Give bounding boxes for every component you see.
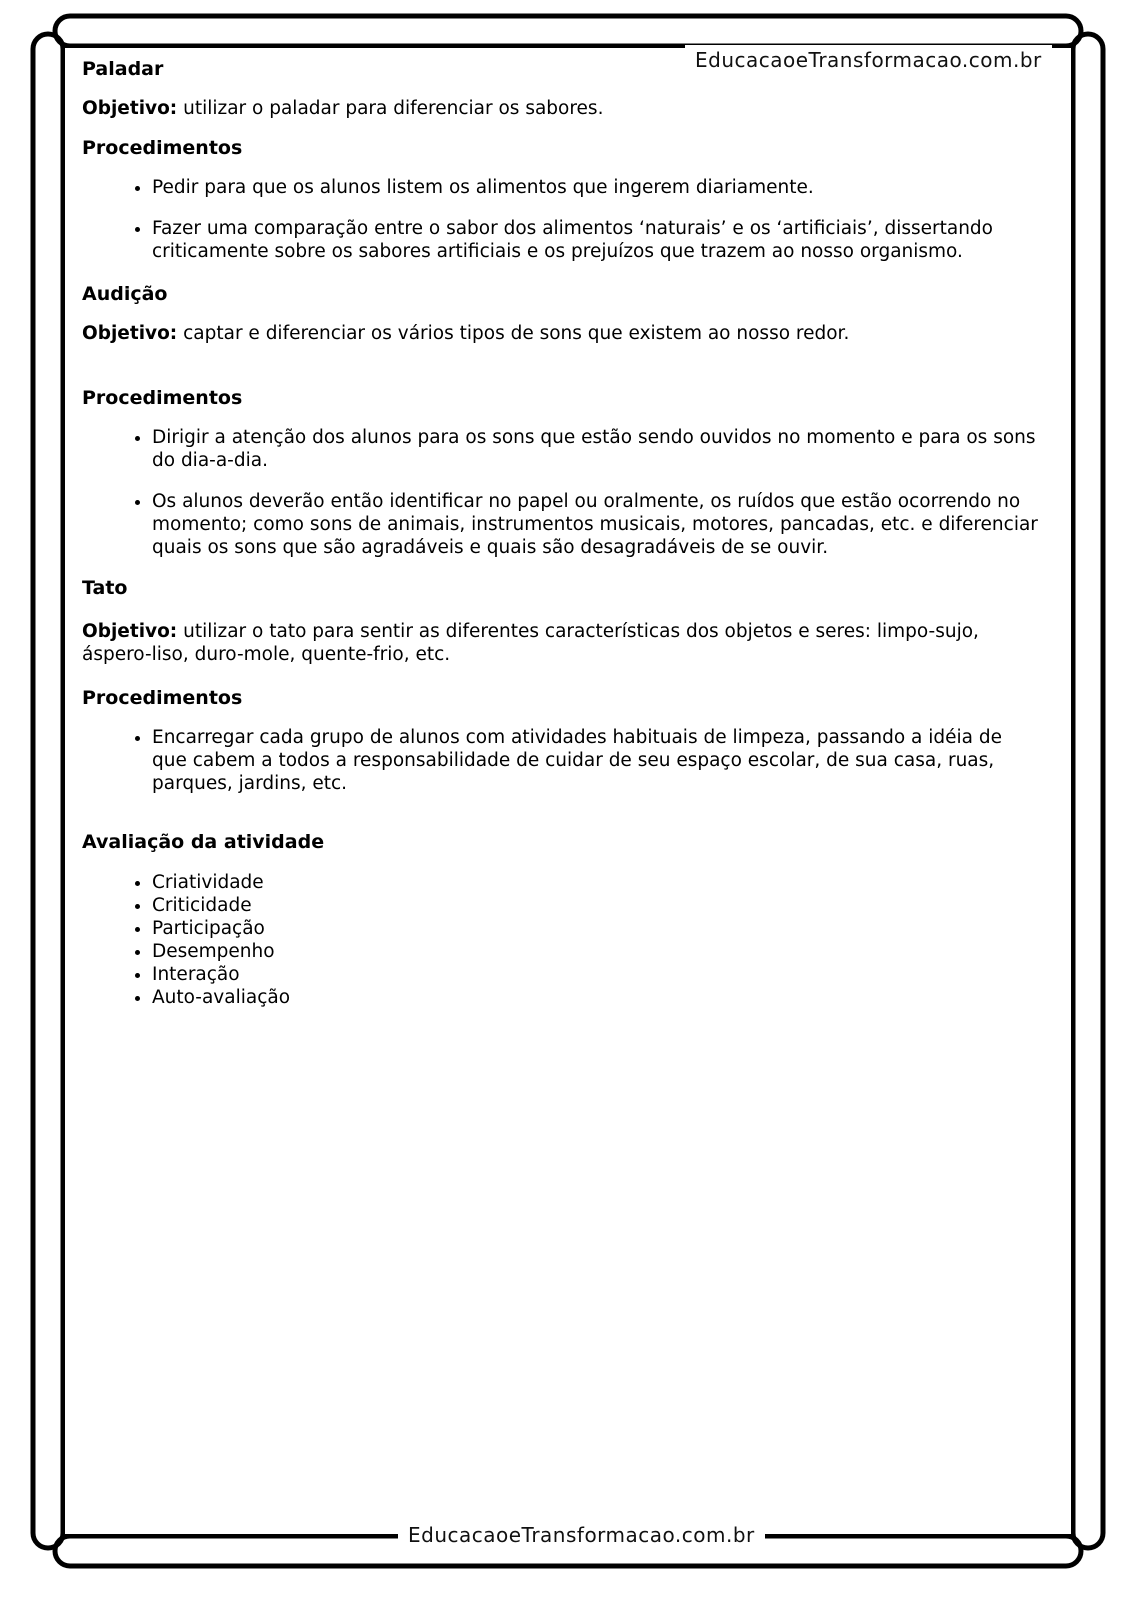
watermark-bottom: EducacaoeTransformacao.com.br bbox=[398, 1520, 765, 1550]
section-title: Paladar bbox=[82, 58, 164, 80]
list-item: • Desempenho bbox=[152, 940, 1042, 963]
section-avaliacao bbox=[82, 829, 1042, 1009]
procedures-list bbox=[82, 726, 1042, 795]
objective-label: Objetivo: bbox=[82, 98, 178, 119]
procedures-list bbox=[82, 426, 1042, 559]
document-body bbox=[82, 56, 1042, 1009]
objective bbox=[82, 620, 1042, 666]
list-item: • Fazer uma comparação entre o sabor dos alimentos ‘naturais’ e os ‘artificiais’, dissertando criticamente sobre os sabores artificiais e os prejuízos que trazem ao nosso organismo. bbox=[152, 217, 1042, 263]
watermark-top: EducacaoeTransformacao.com.br bbox=[685, 45, 1052, 75]
list-item: • Auto-avaliação bbox=[152, 986, 1042, 1009]
list-item: • Dirigir a atenção dos alunos para os sons que estão sendo ouvidos no momento e para os sons do dia-a-dia. bbox=[152, 426, 1042, 472]
list-item: • Os alunos deverão então identificar no papel ou oralmente, os ruídos que estão ocorrendo no momento; como sons de animais, instrumentos musicais, motores, pancadas, etc. e diferenciar quais os sons que são agradáveis e quais são desagradáveis de se ouvir. bbox=[152, 490, 1042, 559]
list-item: • Criticidade bbox=[152, 894, 1042, 917]
list-item: • Participação bbox=[152, 917, 1042, 940]
section-paladar bbox=[82, 56, 1042, 263]
section-title: Avaliação da atividade bbox=[82, 831, 325, 853]
section-title: Audição bbox=[82, 283, 168, 305]
objective-label: Objetivo: bbox=[82, 621, 178, 642]
evaluation-list bbox=[82, 871, 1042, 1009]
procedures-list bbox=[82, 176, 1042, 263]
list-item: • Encarregar cada grupo de alunos com atividades habituais de limpeza, passando a idéia de que cabem a todos a responsabilidade de cuidar de seu espaço escolar, de sua casa, ruas, parques, jardins, etc. bbox=[152, 726, 1042, 795]
section-audicao bbox=[82, 281, 1042, 559]
section-title: Tato bbox=[82, 577, 128, 599]
objective-text: utilizar o paladar para diferenciar os sabores. bbox=[177, 98, 604, 119]
list-item: • Interação bbox=[152, 963, 1042, 986]
objective bbox=[82, 322, 1042, 345]
objective-text: captar e diferenciar os vários tipos de sons que existem ao nosso redor. bbox=[177, 323, 850, 344]
procedures-title: Procedimentos bbox=[82, 687, 243, 709]
list-item: • Pedir para que os alunos listem os alimentos que ingerem diariamente. bbox=[152, 176, 1042, 199]
objective-label: Objetivo: bbox=[82, 323, 178, 344]
list-item: • Criatividade bbox=[152, 871, 1042, 894]
procedures-title: Procedimentos bbox=[82, 387, 243, 409]
objective-text: utilizar o tato para sentir as diferentes características dos objetos e seres: limpo-sujo, áspero-liso, duro-mole, quente-frio, etc. bbox=[82, 621, 979, 665]
procedures-title: Procedimentos bbox=[82, 137, 243, 159]
section-tato bbox=[82, 575, 1042, 795]
objective bbox=[82, 97, 1042, 120]
